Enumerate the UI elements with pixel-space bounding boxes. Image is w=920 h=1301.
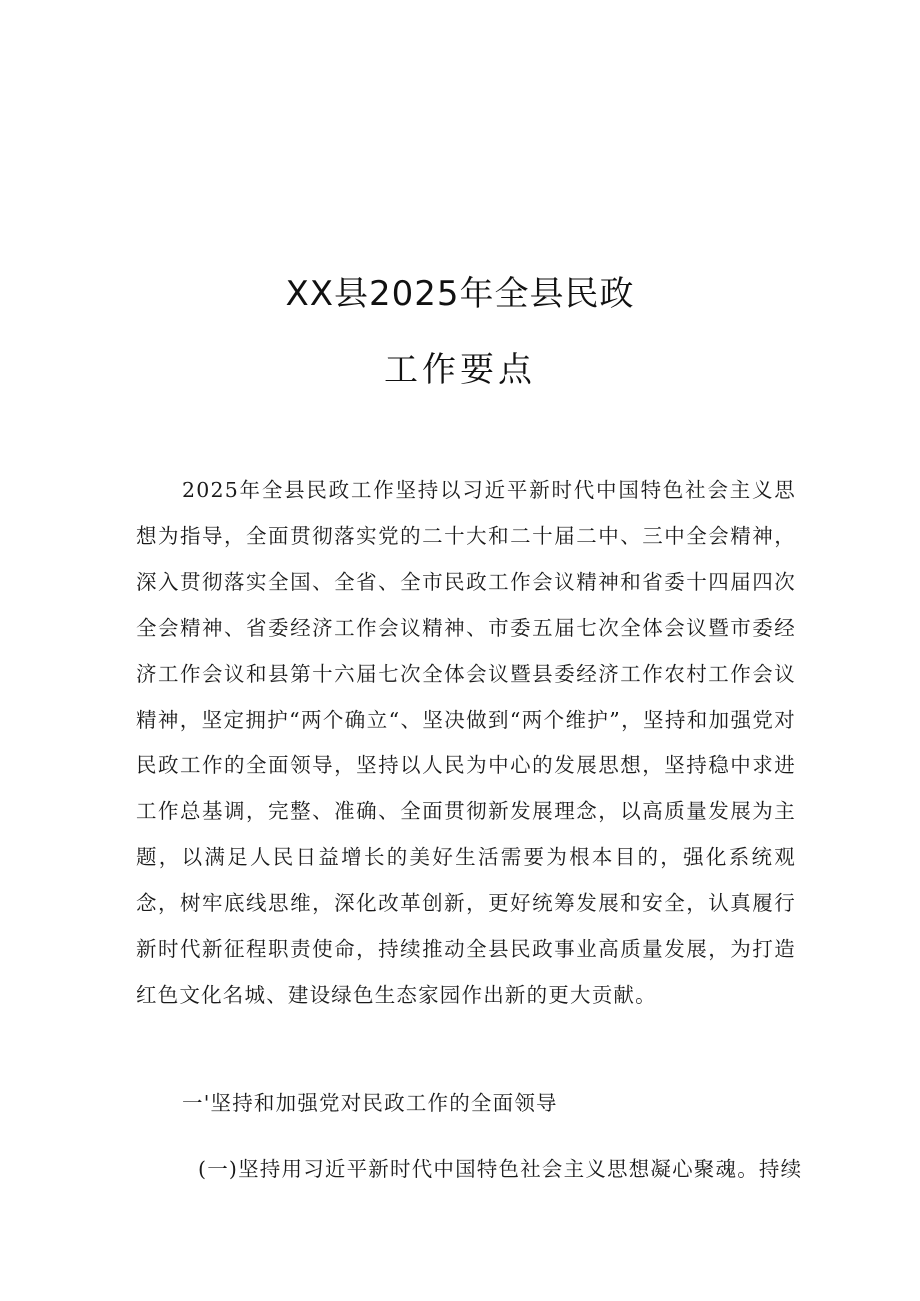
document-title-line-2: 工作要点	[384, 350, 536, 390]
intro-paragraph: 2025年全县民政工作坚持以习近平新时代中国特色社会主义思想为指导，全面贯彻落实党的二十大和二十届二中、三中全会精神，深入贯彻落实全国、全省、全市民政工作会议精神和省委十四届四次全会精神、省委经济工作会议精神、市委五届七次全体会议暨市委经济工作会议和县第十六届七次全体会议暨县委经济工作农村工作会议精神，坚定拥护“两个确立“、坚决做到“两个维护”，坚持和加强党对民政工作的全面领导，坚持以人民为中心的发展思想，坚持稳中求进工作总基调，完整、准确、全面贯彻新发展理念，以高质量发展为主题，以满足人民日益增长的美好生活需要为根本目的，强化系统观念，树牢底线思维，深化改革创新，更好统筹发展和安全，认真履行新时代新征程职责使命，持续推动全县民政事业高质量发展，为打造红色文化名城、建设绿色生态家园作出新的更大贡献。	[136, 478, 796, 1007]
document-title-line-1: XX县2025年全县民政	[285, 274, 635, 314]
subsection-paragraph: (一)坚持用习近平新时代中国特色社会主义思想凝心聚魂。持续	[198, 1157, 803, 1181]
section-heading: 一'坚持和加强党对民政工作的全面领导	[182, 1091, 558, 1115]
